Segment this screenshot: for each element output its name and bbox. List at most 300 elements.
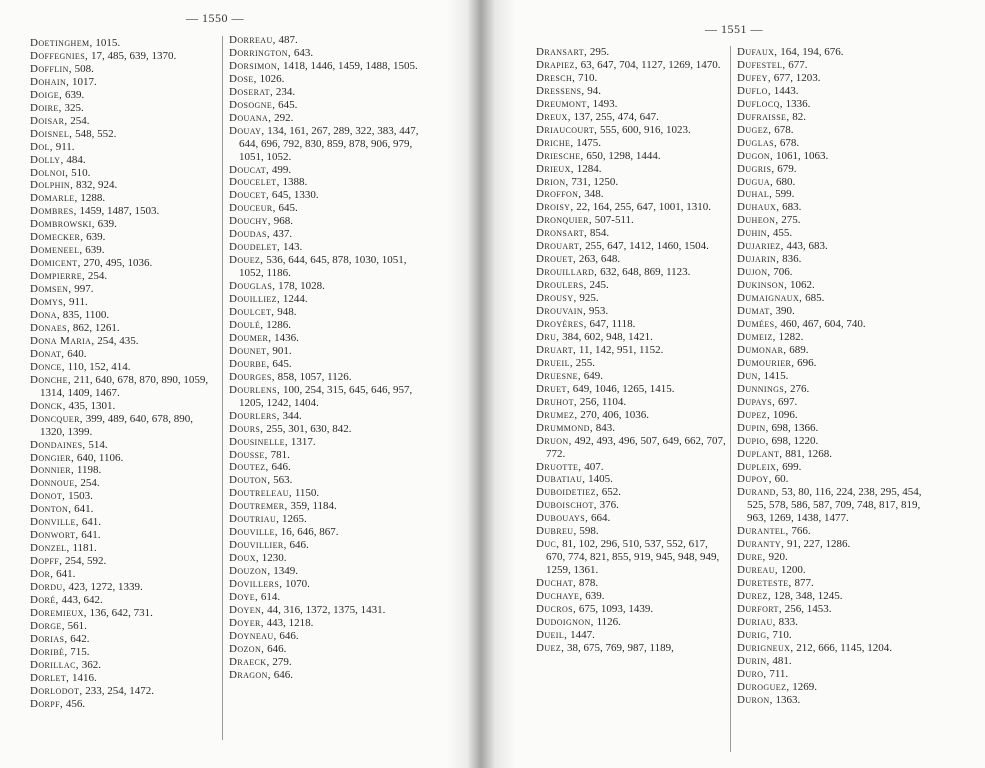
entry-references: 100, 254, 315, 645, 646, 957, 1205, 1242, 1404.: [239, 383, 413, 409]
entry-references: 698, 1220.: [771, 434, 819, 447]
entry-name: Dressens,: [536, 84, 585, 97]
entry-name: Droffon,: [536, 188, 582, 201]
entry-name: Dolly,: [30, 153, 64, 166]
entry-name: Dor,: [30, 568, 54, 581]
entry-name: Dragon,: [229, 668, 271, 681]
entry-name: Dopff,: [30, 555, 63, 568]
entry-name: Dru,: [536, 330, 560, 343]
entry-references: 645.: [278, 98, 298, 111]
entry-name: Dumaignaux,: [737, 292, 803, 305]
entry-name: Douceur,: [229, 202, 276, 215]
entry-references: 481.: [772, 654, 792, 667]
index-entry: [229, 254, 419, 280]
entry-name: Droyères,: [536, 318, 587, 331]
entry-references: 858, 1057, 1126.: [277, 370, 352, 383]
entry-name: Doire,: [30, 101, 62, 114]
entry-references: 499.: [271, 163, 292, 176]
entry-name: Doux,: [229, 552, 260, 565]
index-entry: [536, 137, 726, 150]
entry-name: Dugez,: [737, 123, 772, 136]
index-entry: [737, 188, 927, 201]
entry-references: 614.: [260, 590, 281, 603]
entry-references: 212, 666, 1145, 1204.: [796, 641, 893, 654]
entry-references: 599.: [775, 188, 795, 201]
index-entry: [30, 581, 220, 594]
entry-references: 1230.: [261, 552, 287, 565]
entry-references: 81, 102, 296, 510, 537, 552, 617, 670, 774, 821, 855, 919, 945, 948, 949, 1259, 1361.: [546, 538, 720, 577]
entry-name: Duplant,: [737, 447, 783, 460]
entry-references: 508.: [74, 62, 94, 75]
entry-references: 1017.: [72, 75, 97, 88]
entry-references: 514.: [88, 438, 108, 451]
entry-name: Douay,: [229, 124, 265, 137]
entry-name: Drouvain,: [536, 305, 587, 318]
index-entry: [737, 590, 927, 603]
index-entry: [536, 188, 726, 201]
index-entry: [30, 50, 220, 63]
entry-name: Draeck,: [229, 655, 270, 668]
entry-references: 1244.: [282, 293, 308, 306]
entry-name: Domicent,: [30, 257, 81, 270]
entry-name: Drapiez,: [536, 58, 578, 71]
entry-name: Duez,: [536, 641, 565, 654]
entry-name: Dombres,: [30, 205, 77, 218]
entry-name: Doutez,: [229, 461, 269, 474]
index-entry: [536, 227, 726, 240]
index-entry: [536, 486, 726, 499]
index-entry: [30, 205, 220, 218]
entry-references: 91, 227, 1286.: [786, 538, 851, 551]
entry-references: 639.: [585, 590, 605, 603]
index-entry: [229, 578, 419, 591]
entry-name: Dordu,: [30, 581, 66, 594]
entry-references: 1026.: [259, 72, 285, 85]
entry-references: 652.: [601, 486, 622, 499]
entry-name: Dumées,: [737, 318, 778, 331]
entry-references: 1200.: [780, 564, 806, 577]
entry-references: 254.: [80, 477, 100, 490]
entry-references: 1181.: [72, 542, 97, 555]
entry-name: Druet,: [536, 382, 570, 395]
entry-references: 598.: [579, 525, 599, 538]
entry-name: Dourbe,: [229, 357, 270, 370]
entry-references: 254.: [70, 114, 90, 127]
index-entry: [536, 46, 726, 59]
entry-name: Drouart,: [536, 240, 583, 253]
index-entry: [30, 37, 220, 50]
entry-name: Dorlet,: [30, 671, 70, 684]
index-entry: [737, 59, 927, 72]
entry-name: Donville,: [30, 516, 79, 529]
entry-name: Doisar,: [30, 114, 68, 127]
entry-name: Dourlers,: [229, 409, 280, 422]
right-page: [500, 0, 985, 768]
entry-references: 664.: [590, 512, 611, 525]
entry-name: Doye,: [229, 590, 259, 603]
index-entry: [30, 568, 220, 581]
index-entry: [737, 525, 927, 538]
entry-references: 245.: [589, 279, 609, 292]
entry-name: Drouillard,: [536, 266, 598, 279]
index-entry: [30, 503, 220, 516]
entry-name: Dufraisse,: [737, 110, 790, 123]
entry-name: Driaucourt,: [536, 123, 598, 136]
entry-name: Douez,: [229, 254, 264, 267]
index-entry: [737, 422, 927, 435]
index-entry: [229, 371, 419, 384]
entry-name: Donzel,: [30, 542, 70, 555]
index-entry: [229, 604, 419, 617]
index-entry: [229, 86, 419, 99]
entry-name: Duchaye,: [536, 590, 583, 603]
index-entry: [30, 192, 220, 205]
index-entry: [536, 383, 726, 396]
entry-name: Doulcet,: [229, 306, 275, 319]
index-entry: [30, 698, 220, 711]
entry-references: 881, 1268.: [785, 447, 832, 460]
entry-name: Dun,: [737, 369, 761, 382]
entry-name: Donwort,: [30, 529, 79, 542]
entry-references: 38, 675, 769, 987, 1189,: [567, 641, 674, 654]
index-entry: [536, 603, 726, 616]
entry-name: Drousy,: [536, 292, 577, 305]
entry-name: Duroguez,: [737, 680, 790, 693]
entry-name: Doserat,: [229, 85, 274, 98]
entry-name: Dorreau,: [229, 34, 276, 46]
entry-references: 678.: [779, 136, 800, 149]
entry-name: Dorlodot,: [30, 684, 83, 697]
entry-name: Douville,: [229, 526, 278, 539]
entry-references: 1493.: [592, 97, 618, 110]
index-entry: [30, 167, 220, 180]
index-entry: [737, 163, 927, 176]
index-entry: [229, 656, 419, 669]
entry-name: Doudelet,: [229, 241, 281, 254]
index-entry: [30, 374, 220, 400]
entry-name: Dondaines,: [30, 438, 86, 451]
entry-references: 675, 1093, 1439.: [578, 602, 654, 615]
entry-references: 1349.: [273, 565, 298, 578]
index-entry: [229, 461, 419, 474]
entry-name: Doffegnies,: [30, 49, 89, 62]
entry-references: 925.: [579, 292, 599, 305]
entry-references: 639.: [64, 88, 85, 101]
entry-references: 1503.: [68, 490, 93, 503]
index-entry: [536, 461, 726, 474]
index-entry: [229, 47, 419, 60]
entry-name: Dozon,: [229, 642, 265, 655]
entry-name: Dransart,: [536, 46, 588, 58]
entry-references: 487.: [278, 34, 298, 46]
index-entry: [30, 659, 220, 672]
index-entry: [737, 538, 927, 551]
entry-name: Duflo,: [737, 84, 771, 97]
column-divider-right: [730, 46, 731, 752]
entry-name: Doucat,: [229, 163, 270, 176]
entry-name: Dure,: [737, 551, 766, 564]
index-entry: [30, 270, 220, 283]
entry-references: 1443.: [773, 84, 799, 97]
entry-name: Duro,: [737, 667, 767, 680]
index-entry: [30, 529, 220, 542]
entry-name: Domeneel,: [30, 244, 83, 257]
entry-references: 1015.: [95, 37, 121, 49]
index-entry: [30, 464, 220, 477]
index-entry: [229, 60, 419, 73]
entry-name: Dureteste,: [737, 577, 792, 590]
entry-references: 507-511.: [594, 214, 634, 227]
entry-name: Donaes,: [30, 321, 71, 334]
entry-references: 645.: [278, 202, 298, 215]
entry-references: 110, 152, 414.: [67, 360, 131, 373]
index-entry: [229, 565, 419, 578]
entry-references: 646.: [271, 461, 291, 474]
index-entry: [229, 669, 419, 682]
entry-name: Dumeiz,: [737, 330, 776, 343]
entry-name: Dujariez,: [737, 240, 784, 253]
index-entry: [536, 292, 726, 305]
entry-name: Donton,: [30, 503, 72, 516]
entry-references: 1363.: [775, 693, 801, 706]
index-entry: [30, 309, 220, 322]
index-entry: [229, 306, 419, 319]
index-entry: [229, 345, 419, 358]
index-entry: [737, 435, 927, 448]
entry-name: Dureau,: [737, 564, 779, 577]
entry-references: 632, 648, 869, 1123.: [600, 266, 691, 279]
entry-name: Duglas,: [737, 136, 778, 149]
entry-references: 455.: [772, 227, 793, 240]
entry-references: 437.: [272, 228, 293, 241]
entry-name: Doncquer,: [30, 412, 83, 425]
entry-name: Dourlens,: [229, 383, 281, 396]
entry-name: Duboischot,: [536, 499, 597, 512]
entry-references: 443, 1218.: [266, 616, 314, 629]
entry-references: 649, 1046, 1265, 1415.: [572, 382, 675, 395]
index-entry: [30, 646, 220, 659]
entry-references: 696.: [797, 356, 817, 369]
index-entry: [30, 128, 220, 141]
entry-name: Dupleix,: [737, 460, 780, 473]
index-entry: [536, 357, 726, 370]
entry-name: Dona Maria,: [30, 334, 95, 347]
index-entry: [737, 253, 927, 266]
index-entry: [30, 179, 220, 192]
entry-references: 60.: [774, 473, 789, 486]
entry-references: 164, 194, 676.: [780, 46, 844, 58]
index-entry: [536, 201, 726, 214]
index-entry: [536, 396, 726, 409]
entry-references: 698, 1366.: [771, 421, 819, 434]
index-entry: [737, 564, 927, 577]
index-entry: [737, 266, 927, 279]
entry-references: 384, 602, 948, 1421.: [562, 330, 653, 343]
entry-references: 456.: [65, 697, 86, 710]
index-entry: [536, 305, 726, 318]
entry-name: Druesne,: [536, 369, 582, 382]
entry-references: 407.: [584, 460, 604, 473]
entry-name: Dresch,: [536, 71, 576, 84]
index-entry: [737, 150, 927, 163]
index-entry: [536, 72, 726, 85]
index-entry: [30, 452, 220, 465]
entry-name: Dumat,: [737, 305, 773, 318]
entry-references: 697.: [778, 395, 798, 408]
entry-name: Domecker,: [30, 231, 84, 244]
entry-references: 1317.: [290, 435, 316, 448]
index-entry: [30, 115, 220, 128]
index-entry: [737, 694, 927, 707]
entry-name: Duhaux,: [737, 201, 780, 214]
entry-name: Dolphin,: [30, 179, 74, 192]
index-entry: [30, 76, 220, 89]
index-entry: [737, 344, 927, 357]
right-page-column-2: [737, 46, 927, 707]
index-entry: [536, 240, 726, 253]
index-entry: [737, 292, 927, 305]
index-entry: [536, 642, 726, 655]
index-entry: [737, 409, 927, 422]
entry-name: Dubatiau,: [536, 473, 586, 486]
entry-references: 1405.: [588, 473, 613, 486]
index-entry: [229, 99, 419, 112]
index-entry: [229, 176, 419, 189]
entry-references: 292.: [274, 111, 294, 124]
index-entry: [30, 607, 220, 620]
index-entry: [229, 293, 419, 306]
entry-references: 836.: [782, 253, 802, 266]
entry-references: 1336.: [785, 97, 811, 110]
index-entry: [30, 244, 220, 257]
entry-references: 878.: [578, 577, 599, 590]
entry-references: 766.: [791, 525, 811, 538]
entry-name: Ducros,: [536, 602, 577, 615]
index-entry: [737, 642, 927, 655]
index-entry: [536, 590, 726, 603]
index-entry: [737, 396, 927, 409]
entry-name: Dosogne,: [229, 98, 276, 111]
entry-references: 678.: [774, 123, 794, 136]
index-entry: [229, 410, 419, 423]
entry-references: 649.: [583, 369, 604, 382]
entry-name: Dufestel,: [737, 58, 786, 71]
entry-name: Doutreleau,: [229, 487, 293, 500]
entry-name: Doyneau,: [229, 629, 277, 642]
index-entry: [229, 215, 419, 228]
entry-name: Dujon,: [737, 266, 771, 279]
index-entry: [536, 409, 726, 422]
index-entry: [229, 332, 419, 345]
index-entry: [30, 102, 220, 115]
entry-references: 399, 489, 640, 678, 890, 1320, 1399.: [40, 412, 193, 438]
index-entry: [737, 176, 927, 189]
index-entry: [737, 279, 927, 292]
entry-references: 711.: [769, 667, 789, 680]
index-entry: [30, 555, 220, 568]
index-entry: [536, 163, 726, 176]
entry-references: 359, 1184.: [290, 500, 337, 513]
entry-name: Doumer,: [229, 331, 272, 344]
entry-name: Dupin,: [737, 421, 769, 434]
entry-references: 639.: [97, 218, 117, 231]
entry-name: Doisnel,: [30, 127, 73, 140]
index-entry: [30, 413, 220, 439]
entry-references: 1282.: [778, 330, 804, 343]
entry-references: 178, 1028.: [278, 280, 325, 293]
index-entry: [30, 154, 220, 167]
entry-references: 647, 1118.: [589, 318, 636, 331]
entry-references: 510.: [71, 166, 91, 179]
index-entry: [737, 668, 927, 681]
index-entry: [536, 150, 726, 163]
entry-references: 53, 80, 116, 224, 238, 295, 454, 525, 578, 586, 587, 709, 748, 817, 819, 963, 1269, 1438, 1477.: [747, 486, 922, 525]
entry-references: 44, 316, 1372, 1375, 1431.: [267, 603, 386, 616]
entry-references: 641.: [74, 503, 94, 516]
index-entry: [30, 296, 220, 309]
entry-references: 646.: [279, 629, 299, 642]
index-entry: [536, 318, 726, 331]
entry-references: 710.: [578, 71, 598, 84]
entry-name: Doutriau,: [229, 513, 280, 526]
entry-name: Doetinghem,: [30, 37, 93, 49]
index-entry: [536, 59, 726, 72]
entry-references: 16, 646, 867.: [280, 526, 339, 539]
entry-name: Douton,: [229, 474, 271, 487]
entry-name: Driesche,: [536, 149, 584, 162]
index-entry: [737, 201, 927, 214]
entry-references: 689.: [789, 343, 809, 356]
entry-references: 639.: [86, 231, 106, 244]
entry-name: Dronquier,: [536, 214, 593, 227]
index-entry: [30, 231, 220, 244]
entry-name: Dol,: [30, 140, 53, 153]
entry-references: 854.: [589, 227, 610, 240]
entry-name: Douchy,: [229, 215, 271, 228]
entry-references: 1286.: [266, 318, 291, 331]
entry-references: 781.: [270, 448, 290, 461]
entry-references: 295.: [589, 46, 610, 58]
entry-references: 911.: [68, 296, 88, 309]
page-number-right: — 1551 —: [705, 22, 763, 36]
entry-references: 348.: [584, 188, 604, 201]
entry-references: 677.: [788, 58, 808, 71]
entry-name: Douglas,: [229, 280, 276, 293]
entry-name: Dose,: [229, 72, 257, 85]
entry-references: 423, 1272, 1339.: [68, 581, 143, 594]
index-entry: [737, 629, 927, 642]
entry-name: Drumez,: [536, 408, 578, 421]
entry-references: 835, 1100.: [62, 309, 110, 322]
index-entry: [229, 526, 419, 539]
entry-references: 645.: [272, 357, 292, 370]
entry-name: Drouet,: [536, 253, 577, 266]
entry-name: Dunnings,: [737, 382, 788, 395]
entry-name: Dugon,: [737, 149, 774, 162]
index-entry: [30, 633, 220, 646]
entry-references: 641.: [56, 568, 76, 581]
index-entry: [30, 218, 220, 231]
entry-name: Dorias,: [30, 632, 68, 645]
entry-references: 968.: [273, 215, 293, 228]
entry-name: Dronsart,: [536, 227, 588, 240]
entry-references: 953.: [588, 305, 609, 318]
entry-references: 1475.: [576, 136, 601, 149]
entry-references: 484.: [66, 153, 86, 166]
index-entry: [737, 370, 927, 383]
index-entry: [536, 331, 726, 344]
entry-name: Dovillers,: [229, 578, 283, 591]
entry-name: Doyen,: [229, 603, 265, 616]
